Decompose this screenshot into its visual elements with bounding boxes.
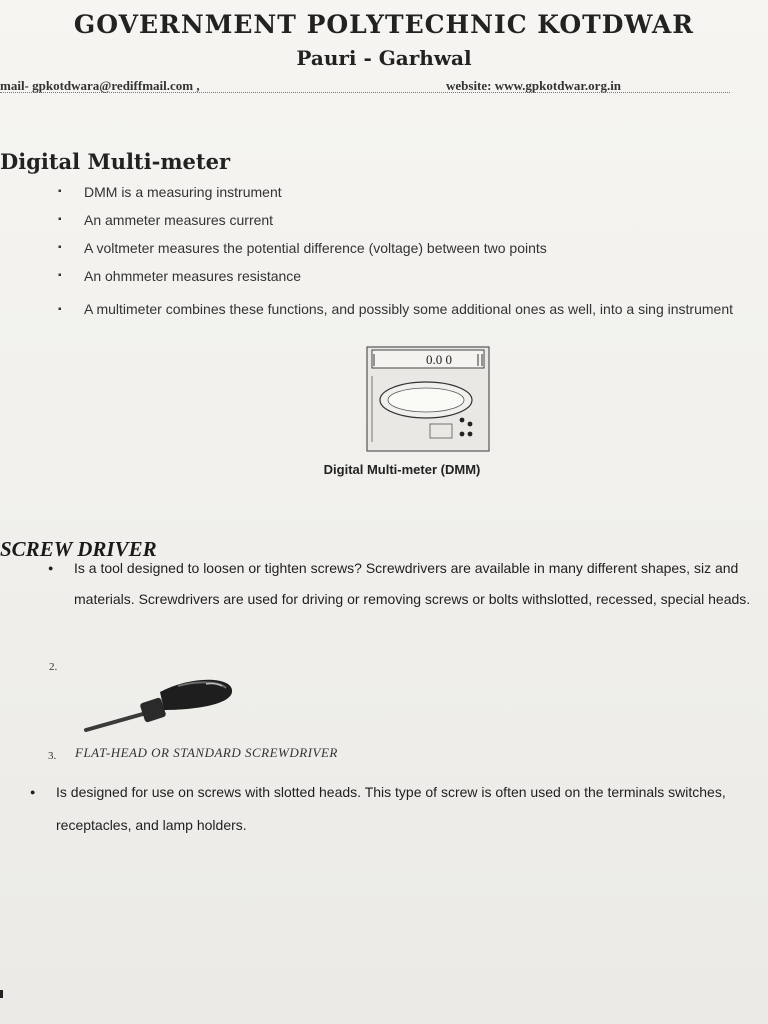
figure-caption: Digital Multi-meter (DMM)	[323, 462, 481, 477]
institution-location: Pauri - Garhwal	[296, 46, 472, 70]
email-text: mail- gpkotdwara@rediffmail.com ,	[0, 78, 200, 93]
multimeter-illustration	[366, 346, 490, 452]
screwdriver-illustration	[80, 674, 236, 738]
list-item: ▪ An ohmmeter measures resistance	[58, 266, 768, 294]
item-number: 3.	[48, 750, 57, 762]
list-item: ▪ DMM is a measuring instrument	[58, 182, 768, 210]
contact-line	[0, 78, 730, 93]
list-item: ▪ An ammeter measures current	[58, 210, 768, 238]
section-title-dmm: Digital Multi-meter	[0, 149, 231, 174]
screwdriver-description: ● Is a tool designed to loosen or tighten screws? Screwdrivers are available in many different shapes, siz and materials. Screwdrivers are used for driving or removing screws or bolts withslotted, recessed, special heads.	[48, 553, 768, 615]
item-number: 2.	[49, 661, 58, 673]
page-edge-mark	[0, 990, 3, 998]
institution-title: GOVERNMENT POLYTECHNIC KOTDWAR	[73, 10, 695, 39]
list-item: ▪ A voltmeter measures the potential difference (voltage) between two points	[58, 238, 768, 266]
flat-head-description: ● Is designed for use on screws with slotted heads. This type of screw is often used on the terminals switches, receptacles, and lamp holders.	[30, 776, 768, 842]
website-text: website: www.gpkotdwar.org.in	[446, 78, 622, 93]
dmm-bullet-list	[58, 182, 768, 325]
section-title-screwdriver: SCREW DRIVER	[0, 537, 157, 561]
flat-head-caption: FLAT-HEAD OR STANDARD SCREWDRIVER	[75, 745, 338, 760]
multimeter-display-text: 0.0 0	[426, 352, 452, 367]
list-item: ▪ A multimeter combines these functions, and possibly some additional ones as well, into a sing instrument	[58, 294, 768, 325]
